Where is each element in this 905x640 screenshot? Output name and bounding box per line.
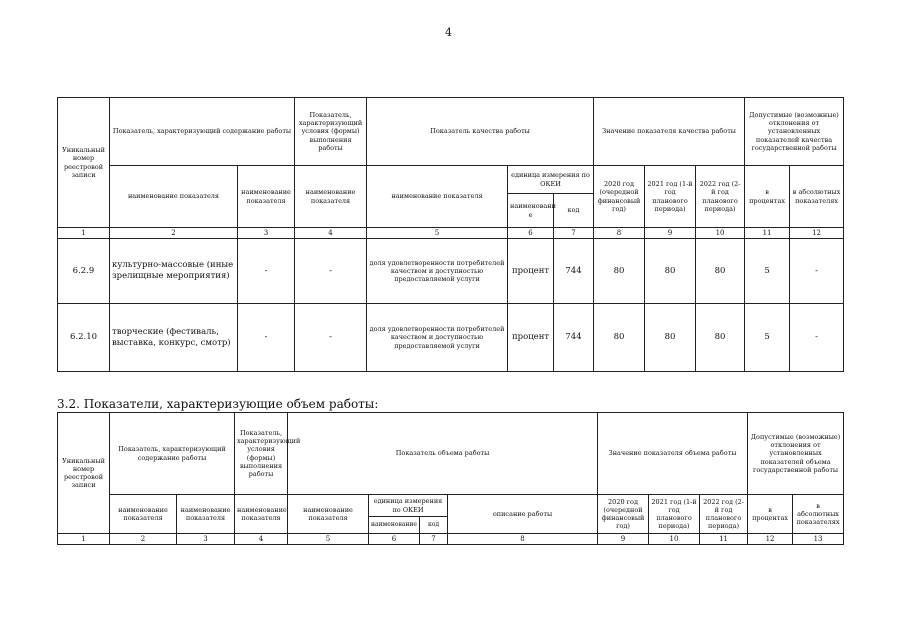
header-quality-indicator: Показатель качества работы (367, 98, 594, 166)
header-year-2021: 2021 год (1-й год планового периода) (649, 495, 700, 534)
header-volume-value: Значение показателя объема работы (598, 413, 748, 495)
header-name-indicator: наименование показателя (288, 495, 369, 534)
row-content2: - (238, 239, 295, 304)
header-year-2022: 2022 год (2-й год планового периода) (700, 495, 748, 534)
header-name-indicator: наименование показателя (367, 166, 508, 228)
header-quality-value: Значение показателя качества работы (594, 98, 745, 166)
header-year-2020: 2020 год (очередной финансовый год) (594, 166, 645, 228)
row-unit: процент (508, 304, 554, 372)
row-content2: - (238, 304, 295, 372)
header-okei: единица измерения по ОКЕИ (369, 495, 448, 517)
column-number: 12 (790, 228, 844, 239)
column-number: 8 (448, 534, 598, 545)
column-number: 3 (238, 228, 295, 239)
column-number: 1 (58, 228, 110, 239)
header-volume-indicator: Показатель объема работы (288, 413, 598, 495)
volume-indicators-table (57, 412, 844, 545)
header-name-indicator: наименование показателя (110, 166, 238, 228)
column-number: 7 (554, 228, 594, 239)
column-number: 9 (598, 534, 649, 545)
row-code: 744 (554, 239, 594, 304)
header-in-percent: в процентах (748, 495, 793, 534)
header-unique-number: Уникальный номер реестровой записи (58, 98, 110, 228)
header-deviations: Допустимые (возможные) отклонения от установленных показателей объема государственной работы (748, 413, 844, 495)
column-number: 11 (700, 534, 748, 545)
column-number: 12 (748, 534, 793, 545)
row-indicator: доля удовлетворенности потребителей качеством и доступностью предоставляемой услуги (367, 304, 508, 372)
header-okei-name: наименование (369, 517, 420, 534)
header-in-absolute: в абсолютных показателях (790, 166, 844, 228)
column-number: 5 (288, 534, 369, 545)
table-row (58, 304, 844, 372)
header-name-indicator: наименование показателя (177, 495, 235, 534)
header-in-absolute: в абсолютных показателях (793, 495, 844, 534)
column-number: 2 (110, 534, 177, 545)
table-row (58, 239, 844, 304)
row-content: творческие (фестиваль, выставка, конкурс, смотр) (110, 304, 238, 372)
header-deviations: Допустимые (возможные) отклонения от установленных показателей качества государственной работы (745, 98, 844, 166)
row-value-2021: 80 (645, 239, 696, 304)
header-work-description: описание работы (448, 495, 598, 534)
column-number: 8 (594, 228, 645, 239)
column-number: 6 (508, 228, 554, 239)
row-id: 6.2.9 (58, 239, 110, 304)
header-conditions-indicator: Показатель, характеризующий условия (формы) выполнения работы (235, 413, 288, 495)
row-id: 6.2.10 (58, 304, 110, 372)
column-number: 10 (649, 534, 700, 545)
header-content-indicator: Показатель, характеризующий содержание работы (110, 98, 295, 166)
header-okei-code: код (420, 517, 448, 534)
row-value-2020: 80 (594, 304, 645, 372)
row-percent: 5 (745, 304, 790, 372)
header-year-2022: 2022 год (2-й год планового периода) (696, 166, 745, 228)
column-number: 6 (369, 534, 420, 545)
row-condition: - (295, 239, 367, 304)
column-number: 13 (793, 534, 844, 545)
quality-indicators-table (57, 97, 844, 372)
header-okei-name: наименовани е (508, 194, 554, 228)
header-name-indicator: наименование показателя (235, 495, 288, 534)
row-unit: процент (508, 239, 554, 304)
row-percent: 5 (745, 239, 790, 304)
column-number: 5 (367, 228, 508, 239)
header-in-percent: в процентах (745, 166, 790, 228)
row-code: 744 (554, 304, 594, 372)
header-name-indicator: наименование показателя (295, 166, 367, 228)
header-okei-code: код (554, 194, 594, 228)
header-year-2021: 2021 год (1-й год планового периода) (645, 166, 696, 228)
row-value-2021: 80 (645, 304, 696, 372)
column-number: 3 (177, 534, 235, 545)
column-number: 4 (295, 228, 367, 239)
column-number: 1 (58, 534, 110, 545)
column-number: 9 (645, 228, 696, 239)
header-okei: единица измерения по ОКЕИ (508, 166, 594, 194)
row-value-2022: 80 (696, 304, 745, 372)
row-content: культурно-массовые (иные зрелищные мероприятия) (110, 239, 238, 304)
header-name-indicator: наименование показателя (238, 166, 295, 228)
column-number: 7 (420, 534, 448, 545)
header-year-2020: 2020 год (очередной финансовый год) (598, 495, 649, 534)
row-value-2022: 80 (696, 239, 745, 304)
row-absolute: - (790, 239, 844, 304)
page-number: 4 (445, 26, 452, 39)
column-number: 10 (696, 228, 745, 239)
header-unique-number: Уникальный номер реестровой записи (58, 413, 110, 534)
header-conditions-indicator: Показатель, характеризующий условия (формы) выполнения работы (295, 98, 367, 166)
row-absolute: - (790, 304, 844, 372)
row-value-2020: 80 (594, 239, 645, 304)
row-condition: - (295, 304, 367, 372)
column-number: 2 (110, 228, 238, 239)
section-title: 3.2. Показатели, характеризующие объем работы: (57, 397, 379, 411)
column-number: 4 (235, 534, 288, 545)
column-number: 11 (745, 228, 790, 239)
header-content-indicator: Показатель, характеризующий содержание работы (110, 413, 235, 495)
header-name-indicator: наименование показателя (110, 495, 177, 534)
row-indicator: доля удовлетворенности потребителей качеством и доступностью предоставляемой услуги (367, 239, 508, 304)
